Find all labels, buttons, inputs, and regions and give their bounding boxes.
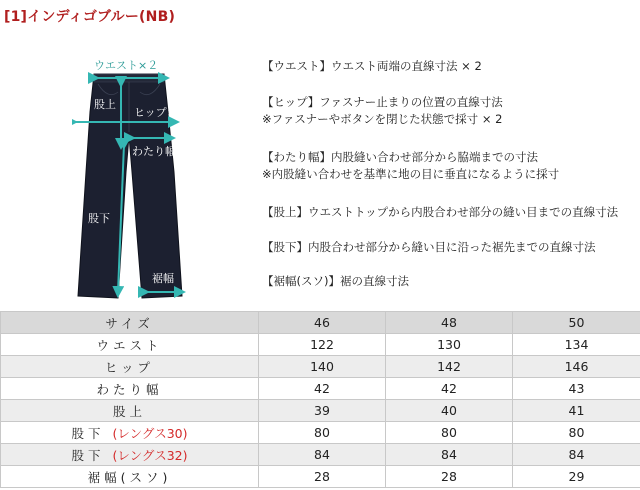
table-row <box>1 378 640 400</box>
table-cell: 134 <box>513 334 640 356</box>
rise-label: 股上 <box>94 98 116 111</box>
table-cell: 84 <box>513 444 640 466</box>
row-label-text: 股下 <box>71 447 105 463</box>
row-label: 裾幅(スソ) <box>1 466 259 488</box>
note-inseam: 【股下】内股合わせ部分から縫い目に沿った裾先までの直線寸法 <box>262 240 596 254</box>
table-cell: 142 <box>386 356 513 378</box>
thigh-label: わたり幅 <box>132 145 176 158</box>
row-label: 股上 <box>1 400 259 422</box>
note-hip: 【ヒップ】ファスナー止まりの位置の直線寸法 <box>262 95 503 109</box>
header-size: 46 <box>259 312 386 334</box>
row-label <box>1 444 259 466</box>
length-note: (レングス32) <box>112 447 188 463</box>
row-label: ヒップ <box>1 356 259 378</box>
jeans-diagram <box>72 52 212 302</box>
table-cell: 80 <box>513 422 640 444</box>
note-rise: 【股上】ウエストトップから内股合わせ部分の縫い目までの直線寸法 <box>262 205 619 219</box>
table-cell: 39 <box>259 400 386 422</box>
row-label-text: 股下 <box>71 425 105 441</box>
row-label: わたり幅 <box>1 378 259 400</box>
table-cell: 80 <box>386 422 513 444</box>
table-row <box>1 334 640 356</box>
note-thigh-sub: ※内股縫い合わせを基準に地の目に垂直になるように採寸 <box>262 167 560 181</box>
table-row <box>1 356 640 378</box>
header-size: 48 <box>386 312 513 334</box>
table-header-row <box>1 312 640 334</box>
table-row <box>1 444 640 466</box>
table-cell: 42 <box>386 378 513 400</box>
table-cell: 80 <box>259 422 386 444</box>
table-row <box>1 466 640 488</box>
size-table <box>0 311 640 488</box>
table-cell: 146 <box>513 356 640 378</box>
table-row <box>1 422 640 444</box>
table-cell: 28 <box>259 466 386 488</box>
row-label: ウエスト <box>1 334 259 356</box>
hip-label: ヒップ×２ <box>134 106 187 119</box>
jeans-illustration <box>72 52 212 302</box>
inseam-label: 股下 <box>88 212 110 225</box>
table-cell: 84 <box>259 444 386 466</box>
hem-label: 裾幅 <box>152 272 174 285</box>
table-cell: 43 <box>513 378 640 400</box>
note-hem: 【裾幅(スソ)】裾の直線寸法 <box>262 274 409 288</box>
table-cell: 40 <box>386 400 513 422</box>
table-row <box>1 400 640 422</box>
row-label <box>1 422 259 444</box>
table-cell: 42 <box>259 378 386 400</box>
table-cell: 29 <box>513 466 640 488</box>
table-cell: 41 <box>513 400 640 422</box>
note-waist: 【ウエスト】ウエスト両端の直線寸法 × 2 <box>262 59 482 73</box>
page-title: [1]インディゴブルー(NB) <box>4 9 176 25</box>
table-cell: 122 <box>259 334 386 356</box>
length-note: (レングス30) <box>112 425 188 441</box>
table-cell: 84 <box>386 444 513 466</box>
header-size: 50 <box>513 312 640 334</box>
header-label: サイズ <box>1 312 259 334</box>
note-hip-sub: ※ファスナーやボタンを閉じた状態で採寸 × 2 <box>262 112 503 126</box>
note-thigh: 【わたり幅】内股縫い合わせ部分から脇端までの寸法 <box>262 150 538 164</box>
table-cell: 28 <box>386 466 513 488</box>
waist-label: ウエスト×２ <box>94 59 159 72</box>
table-cell: 130 <box>386 334 513 356</box>
table-cell: 140 <box>259 356 386 378</box>
